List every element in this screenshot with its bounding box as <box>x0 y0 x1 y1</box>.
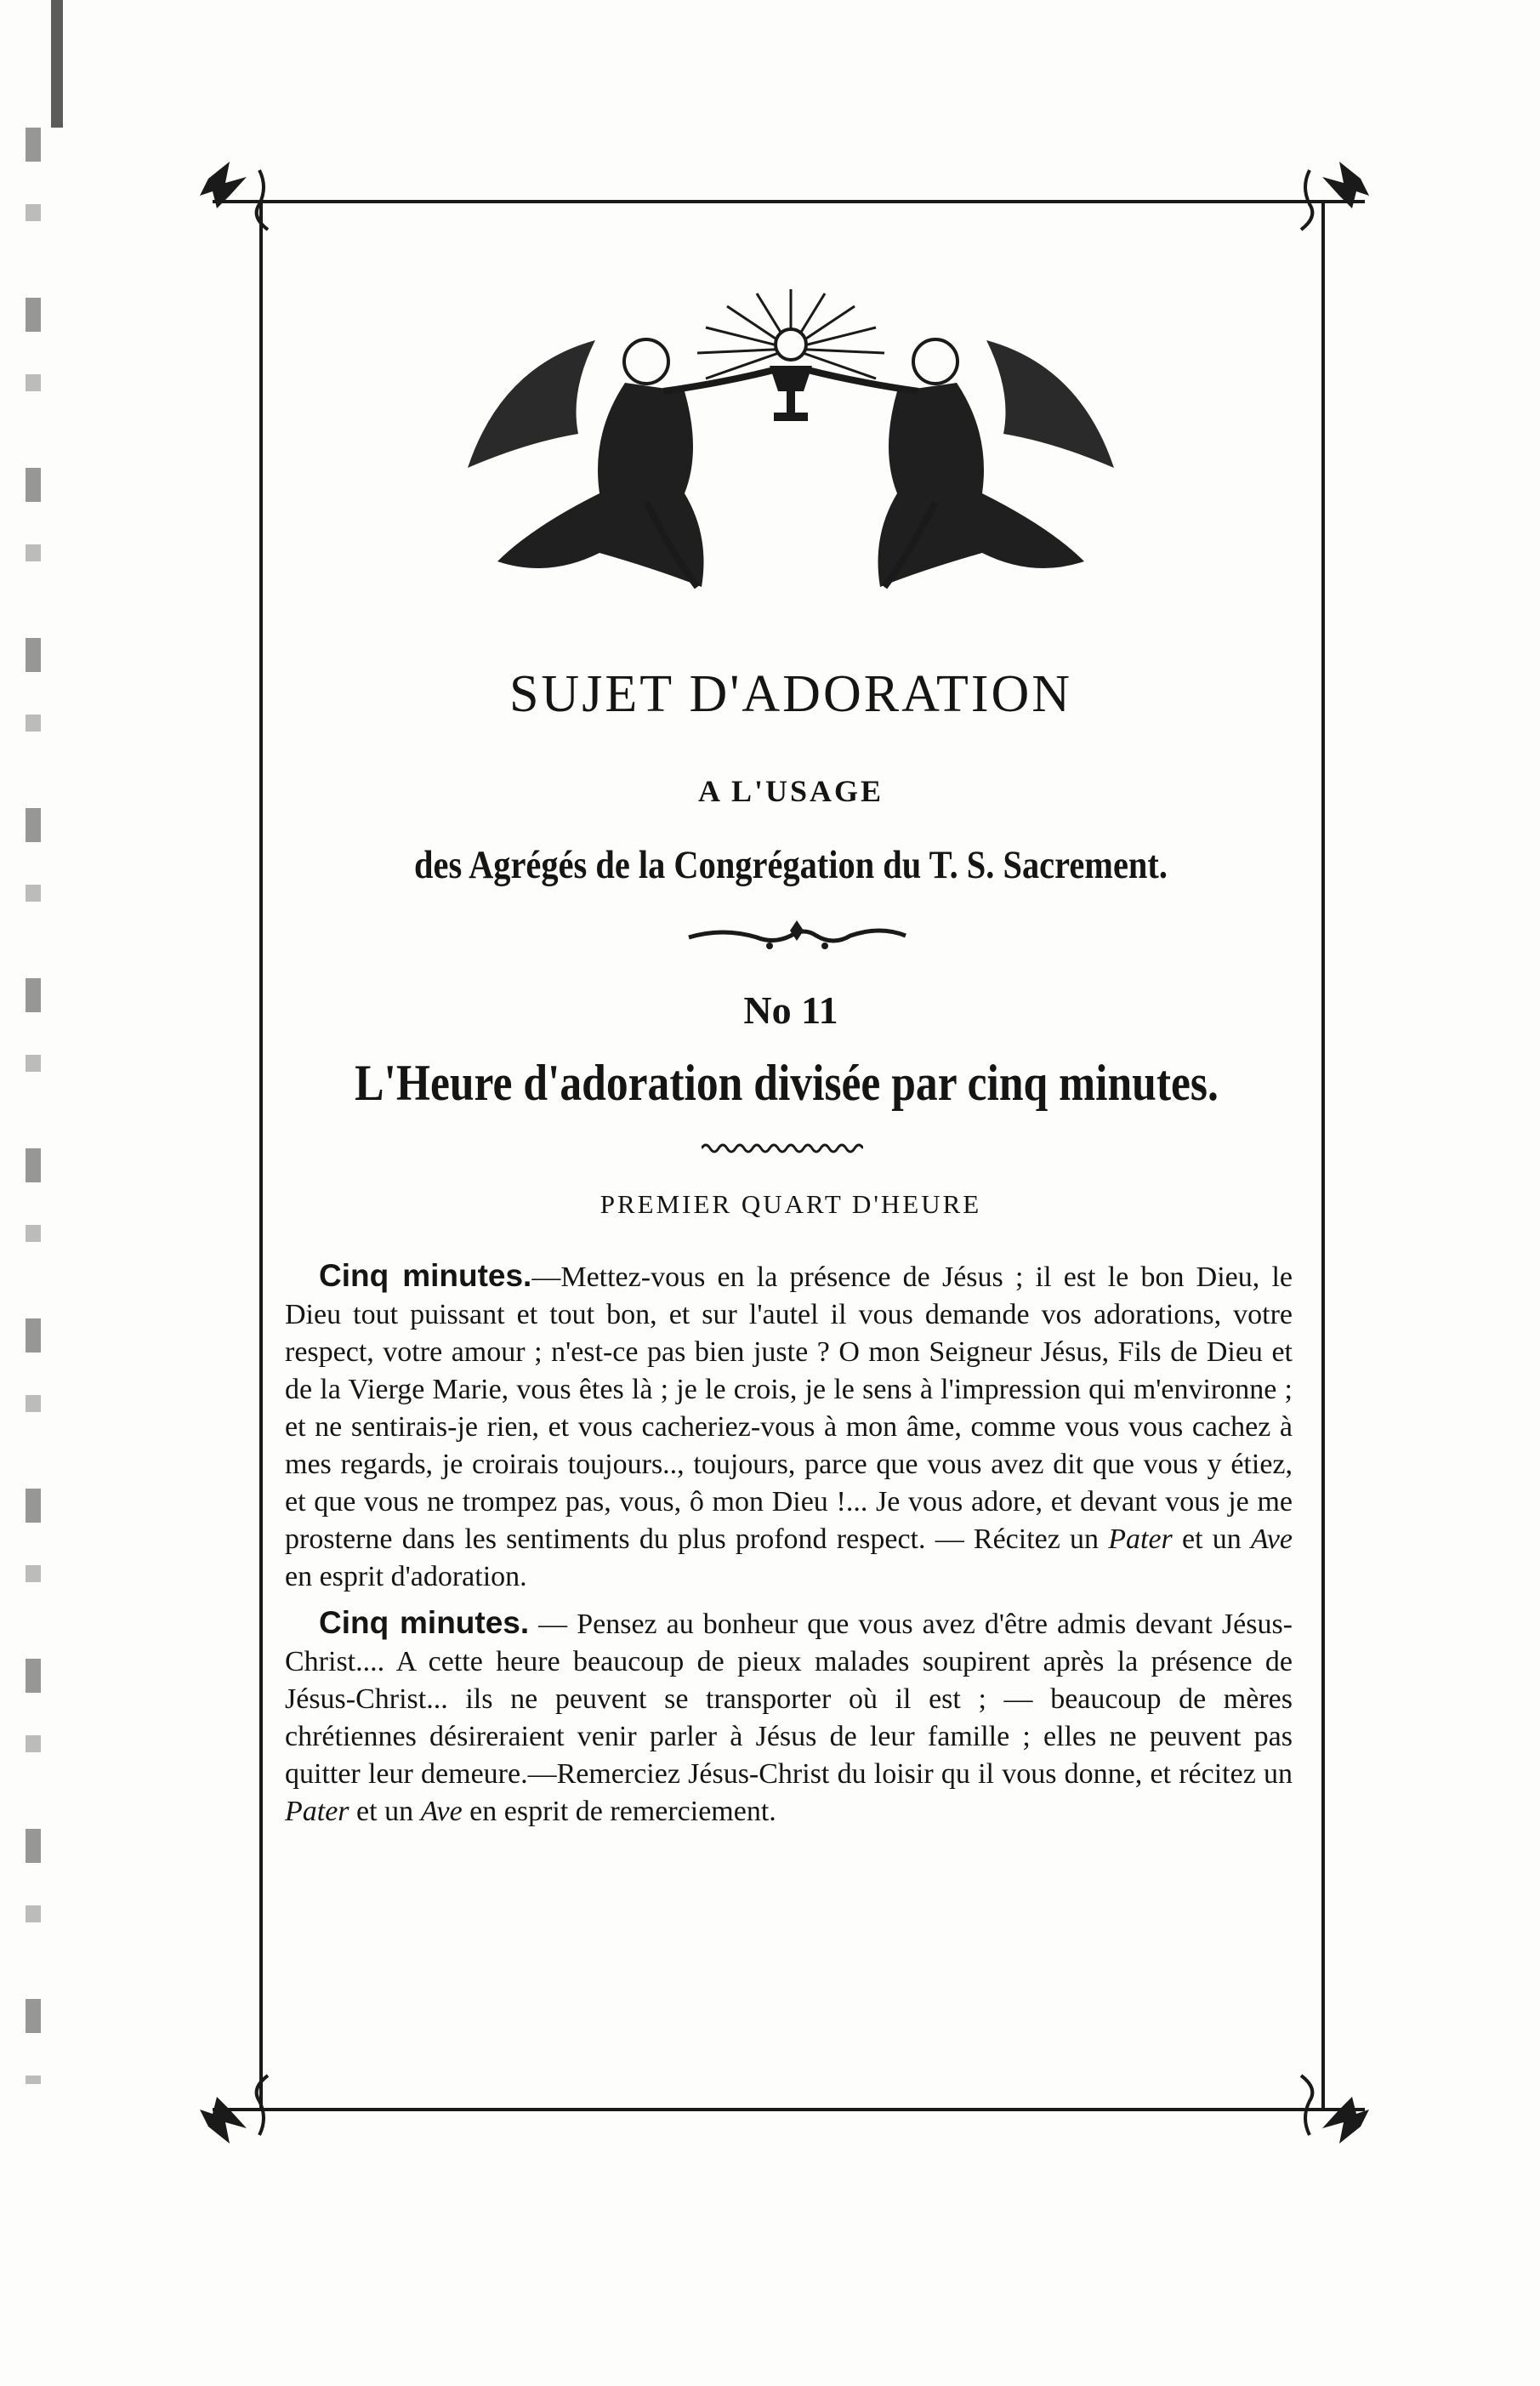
document-title: SUJET D'ADORATION <box>509 665 1073 723</box>
angels-with-chalice-emblem-icon <box>451 289 1131 595</box>
document-subtitle: A L'USAGE <box>697 774 884 808</box>
corner-leaf-ornament-icon <box>191 145 285 238</box>
quarter-heading: PREMIER QUART D'HEURE <box>600 1189 982 1219</box>
corner-leaf-ornament-icon <box>1284 2067 1378 2161</box>
section-number: No 11 <box>743 988 838 1032</box>
page-edge-shadow <box>51 0 63 128</box>
corner-leaf-ornament-icon <box>1284 145 1378 238</box>
paragraph-lead: Cinq minutes. <box>319 1258 532 1293</box>
paragraph: Cinq minutes.—Mettez-vous en la présence de Jésus ; il est le bon Dieu, le Dieu tout puissant et tout bon, et sur l'autel il vous demande vos adorations, votre respect, votre amour ; n'est-ce pas bien juste ? O mon Seigneur Jésus, Fils de Dieu et de la Vierge Marie, vous êtes là ; je le crois, je le sens à l'impression qui m'environne ; et ne sentirais-je rien, et vous cacheriez-vous à mon âme, comme vous vous cachez à mes regards, je croirais toujours.., toujours, parce que vous avez dit que vous y étiez, et que vous ne trompez pas, vous, ô mon Dieu !... Je vous adore, et devant vous je me prosterne dans les sentiments du plus profond respect. — Récitez un Pater et un Ave en esprit d'adoration. <box>285 1258 1293 1592</box>
body-text <box>285 1257 1293 1839</box>
section-heading: L'Heure d'adoration divisée par cinq minutes. <box>355 1055 1219 1111</box>
divider-ornament-icon <box>685 919 910 953</box>
paragraph: Cinq minutes. — Pensez au bonheur que vous avez d'être admis devant Jésus-Christ.... A cette heure beaucoup de pieux malades soupirent après la présence de Jésus-Christ... ils ne peuvent se transporter où il est ; — beaucoup de mères chrétiennes désireraient venir parler à Jésus de leur famille ; elles ne peuvent pas quitter leur demeure.—Remerciez Jésus-Christ du loisir qu il vous donne, et récitez un Pater et un Ave en esprit de remerciement. <box>285 1605 1293 1827</box>
wavy-rule-icon <box>702 1140 863 1157</box>
paragraph-lead: Cinq minutes. <box>319 1605 530 1640</box>
page-binding-shadow <box>26 128 41 2084</box>
society-line: des Agrégés de la Congrégation du T. S. Sacrement. <box>414 843 1168 887</box>
corner-leaf-ornament-icon <box>191 2067 285 2161</box>
